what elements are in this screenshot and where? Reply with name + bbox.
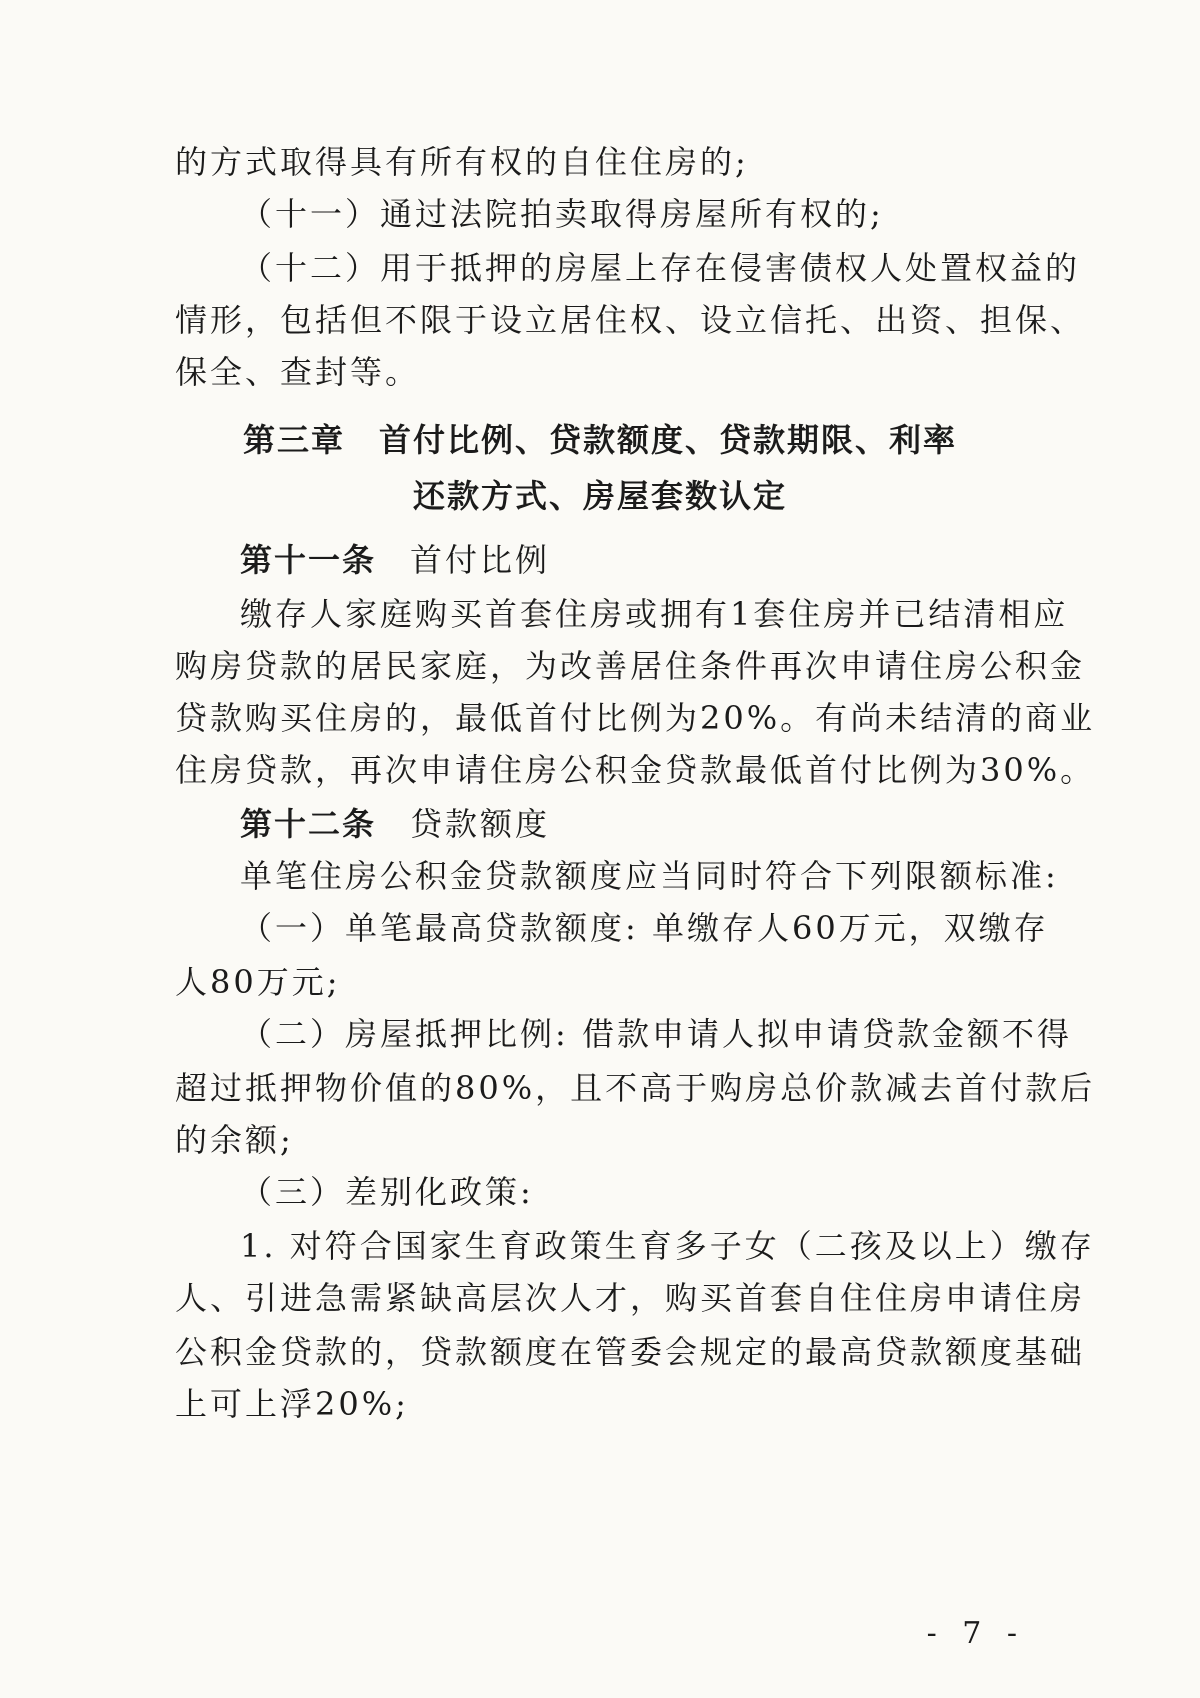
text-line: 住房贷款，再次申请住房公积金贷款最低首付比例为30%。 — [175, 751, 1096, 789]
text-line: 公积金贷款的，贷款额度在管委会规定的最高贷款额度基础 — [175, 1333, 1086, 1371]
text-line: 情形，包括但不限于设立居住权、设立信托、出资、担保、 — [175, 301, 1086, 339]
text-line: 超过抵押物价值的80%，且不高于购房总价款减去首付款后 — [175, 1069, 1096, 1107]
text-line: （十二）用于抵押的房屋上存在侵害债权人处置权益的 — [240, 249, 1081, 287]
text-line: 的余额; — [175, 1121, 294, 1159]
article-11-title: 第十一条 — [240, 541, 377, 579]
page-number: - 7 - — [926, 1616, 1025, 1651]
text-line: 贷款购买住房的，最低首付比例为20%。有尚未结清的商业 — [175, 699, 1096, 737]
text-line: 单笔住房公积金贷款额度应当同时符合下列限额标准: — [240, 857, 1059, 895]
text-line: （三）差别化政策: — [240, 1173, 534, 1211]
chapter-title-line-1: 第三章 首付比例、贷款额度、贷款期限、利率 — [242, 421, 957, 459]
text-line: 的方式取得具有所有权的自住住房的; — [175, 143, 749, 181]
article-11-heading — [240, 532, 1025, 588]
text-line: 保全、查封等。 — [175, 353, 421, 391]
text-line: （十一）通过法院拍卖取得房屋所有权的; — [240, 195, 884, 233]
text-line: 1. 对符合国家生育政策生育多子女（二孩及以上）缴存 — [240, 1227, 1095, 1265]
article-12-title: 第十二条 — [240, 805, 377, 843]
text-line: 人、引进急需紧缺高层次人才，购买首套自住住房申请住房 — [175, 1279, 1086, 1317]
text-line: （二）房屋抵押比例: 借款申请人拟申请贷款金额不得 — [240, 1015, 1072, 1053]
text-line: 购房贷款的居民家庭，为改善居住条件再次申请住房公积金 — [175, 647, 1086, 685]
text-line: 缴存人家庭购买首套住房或拥有1套住房并已结清相应 — [240, 595, 1069, 633]
text-line: 人80万元; — [175, 963, 341, 1001]
text-line: （一）单笔最高贷款额度: 单缴存人60万元，双缴存 — [240, 909, 1049, 947]
article-11-name: 首付比例 — [410, 541, 551, 579]
text-line: 上可上浮20%; — [175, 1385, 409, 1423]
chapter-title-line-2: 还款方式、房屋套数认定 — [412, 477, 787, 515]
article-12-heading — [240, 796, 1025, 852]
article-12-name: 贷款额度 — [410, 805, 551, 843]
